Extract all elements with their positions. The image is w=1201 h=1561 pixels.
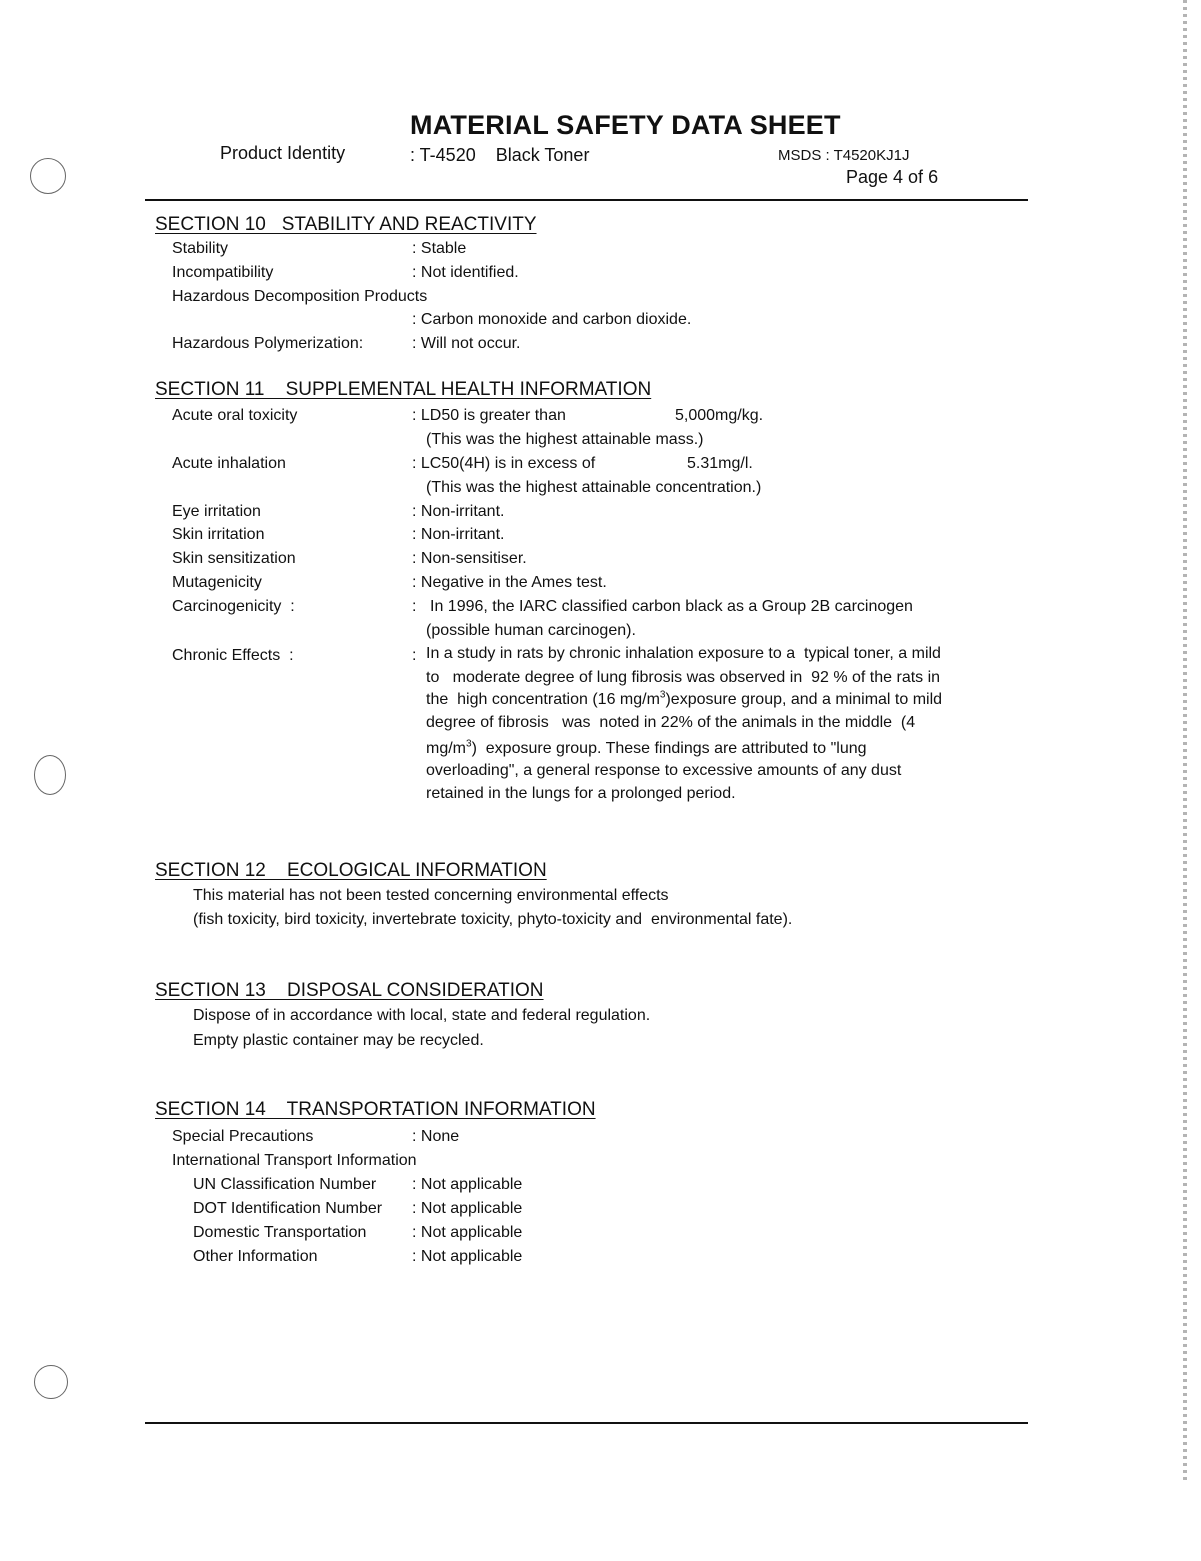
sec11-label-sensitization: Skin sensitization (172, 550, 296, 567)
sec11-chronic-line3 (426, 688, 942, 712)
page-number: Page 4 of 6 (846, 167, 939, 187)
sec14-label-dot: DOT Identification Number (193, 1200, 383, 1217)
sec11-amount-inhalation: 5.31mg/l. (687, 455, 753, 472)
sec14-label-un: UN Classification Number (193, 1176, 377, 1193)
punch-hole-top (30, 158, 66, 194)
chronic-line5-sup: 3 (466, 738, 472, 750)
chronic-line3-a: the high concentration (16 mg/m (426, 691, 660, 708)
product-identity-value: : T-4520 Black Toner (410, 145, 590, 165)
sec11-label-skin-irritation: Skin irritation (172, 526, 265, 543)
punch-hole-middle (34, 755, 66, 795)
sec11-note-inhalation: (This was the highest attainable concentration.) (426, 479, 762, 496)
product-identity-label: Product Identity (220, 143, 346, 163)
sec11-value-oral: : LD50 is greater than (412, 407, 566, 424)
sec12-line1: This material has not been tested concerning environmental effects (193, 887, 669, 904)
sec14-label-special: Special Precautions (172, 1128, 314, 1145)
sec14-value-domestic: : Not applicable (412, 1224, 523, 1241)
sec12-line2: (fish toxicity, bird toxicity, invertebrate toxicity, phyto-toxicity and environmental fate). (193, 911, 793, 928)
header-rule (145, 199, 1028, 201)
sec14-value-other: : Not applicable (412, 1248, 523, 1265)
sec10-label-decomposition: Hazardous Decomposition Products (172, 288, 428, 305)
sec11-carcinogenicity-line1: In 1996, the IARC classified carbon black as a Group 2B carcinogen (430, 598, 913, 615)
sec11-carcinogenicity-line2: (possible human carcinogen). (426, 622, 636, 639)
sec11-label-oral: Acute oral toxicity (172, 407, 298, 424)
sec11-value-skin-irritation: : Non-irritant. (412, 526, 505, 543)
sec14-value-special: : None (412, 1128, 460, 1145)
section-13-heading: SECTION 13 DISPOSAL CONSIDERATION (155, 980, 544, 1001)
sec11-label-eye: Eye irritation (172, 503, 261, 520)
sec11-label-carcinogenicity: Carcinogenicity : (172, 598, 295, 615)
sec11-chronic-line7: retained in the lungs for a prolonged period. (426, 785, 736, 802)
section-11-heading: SECTION 11 SUPPLEMENTAL HEALTH INFORMATION (155, 379, 652, 400)
sec10-label-stability: Stability (172, 240, 229, 257)
sec10-value-stability: : Stable (412, 240, 467, 257)
sec11-value-inhalation: : LC50(4H) is in excess of (412, 455, 596, 472)
chronic-line5-a: mg/m (426, 740, 466, 757)
sec11-chronic-line6: overloading", a general response to excessive amounts of any dust (426, 762, 902, 779)
section-10-heading: SECTION 10 STABILITY AND REACTIVITY (155, 214, 537, 235)
sec14-label-domestic: Domestic Transportation (193, 1224, 367, 1241)
sec10-label-incompatibility: Incompatibility (172, 264, 274, 281)
sec11-value-sensitization: : Non-sensitiser. (412, 550, 527, 567)
sec11-note-oral: (This was the highest attainable mass.) (426, 431, 704, 448)
punch-hole-bottom (34, 1365, 68, 1399)
sec11-chronic-line5 (426, 737, 867, 761)
sec11-label-mutagenicity: Mutagenicity (172, 574, 262, 591)
sec11-label-inhalation: Acute inhalation (172, 455, 286, 472)
sec14-value-dot: : Not applicable (412, 1200, 523, 1217)
scan-edge-artifact (1183, 0, 1187, 1480)
sec13-line2: Empty plastic container may be recycled. (193, 1032, 484, 1049)
section-12-heading: SECTION 12 ECOLOGICAL INFORMATION (155, 860, 547, 881)
chronic-line5-b: ) exposure group. These findings are attributed to "lung (471, 740, 867, 757)
sec14-label-other: Other Information (193, 1248, 318, 1265)
sec11-value-mutagenicity: : Negative in the Ames test. (412, 574, 607, 591)
sec11-amount-oral: 5,000mg/kg. (675, 407, 764, 424)
sec14-value-un: : Not applicable (412, 1176, 523, 1193)
msds-number: MSDS : T4520KJ1J (778, 147, 910, 164)
chronic-line3-b: )exposure group, and a minimal to mild (665, 691, 943, 708)
sec11-chronic-line2: to moderate degree of lung fibrosis was observed in 92 % of the rats in (426, 669, 941, 686)
sec11-value-eye: : Non-irritant. (412, 503, 505, 520)
sec11-colon-chronic: : (412, 647, 417, 664)
section-14-heading: SECTION 14 TRANSPORTATION INFORMATION (155, 1099, 596, 1120)
sec11-label-chronic: Chronic Effects : (172, 647, 294, 664)
sec11-chronic-line1: In a study in rats by chronic inhalation exposure to a typical toner, a mild (426, 645, 941, 662)
chronic-line3-sup: 3 (659, 689, 666, 701)
sec14-label-intl: International Transport Information (172, 1152, 417, 1169)
sec13-line1: Dispose of in accordance with local, state and federal regulation. (193, 1007, 651, 1024)
sec10-value-decomposition: : Carbon monoxide and carbon dioxide. (412, 311, 692, 328)
sec10-label-polymerization: Hazardous Polymerization: (172, 335, 364, 352)
document-title: MATERIAL SAFETY DATA SHEET (410, 110, 841, 140)
sec11-colon-carcinogenicity: : (412, 598, 417, 615)
sec10-value-incompatibility: : Not identified. (412, 264, 519, 281)
footer-rule (145, 1422, 1028, 1424)
sec11-chronic-line4: degree of fibrosis was noted in 22% of the animals in the middle (4 (426, 714, 916, 731)
sec10-value-polymerization: : Will not occur. (412, 335, 521, 352)
